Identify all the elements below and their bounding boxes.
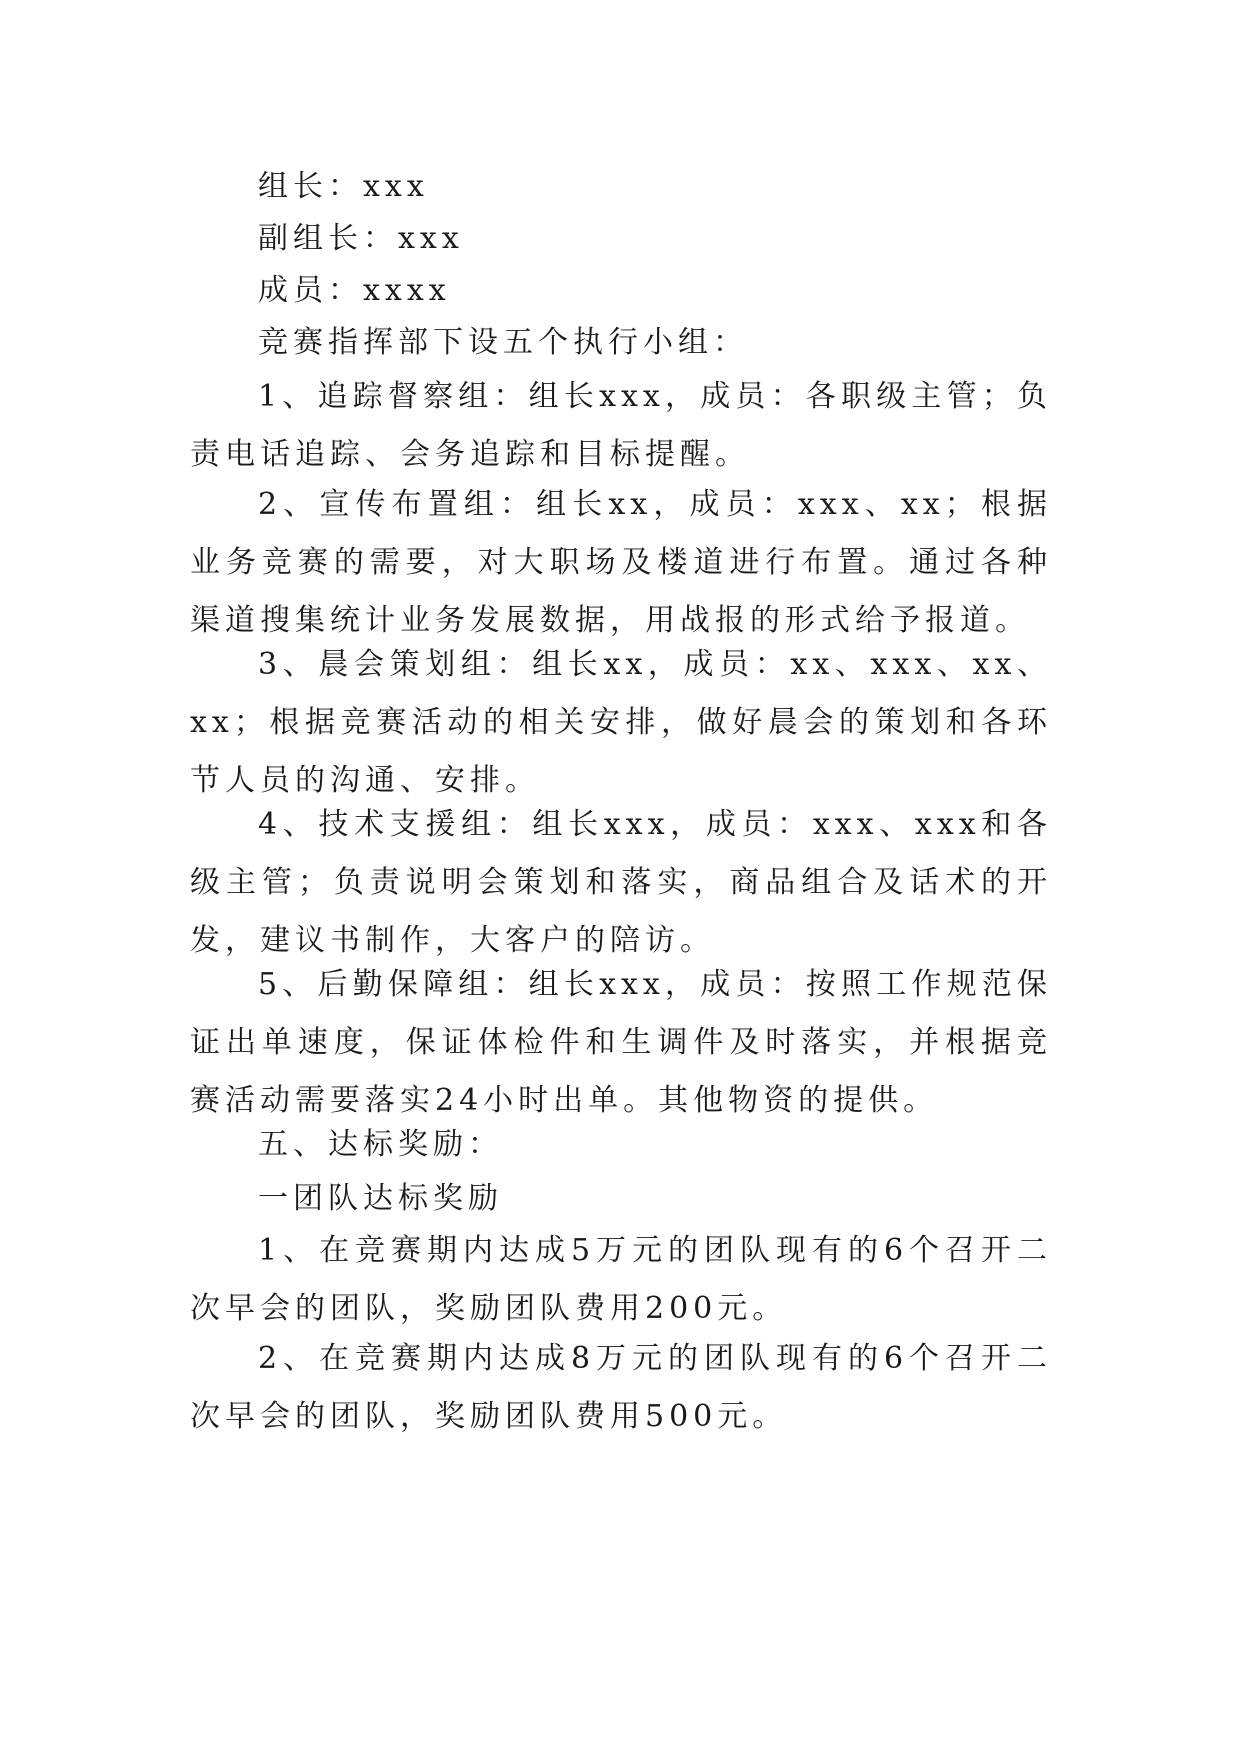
paragraph-group-1: 1、追踪督察组：组长xxx，成员：各职级主管；负责电话追踪、会务追踪和目标提醒。 [190, 379, 1052, 472]
paragraph-group-5: 5、后勤保障组：组长xxx，成员：按照工作规范保证出单速度，保证体检件和生调件及时落实，并根据竞赛活动需要落实24小时出单。其他物资的提供。 [190, 967, 1052, 1118]
paragraph-group-2: 2、宣传布置组：组长xx，成员：xxx、xx；根据业务竞赛的需要，对大职场及楼道进行布置。通过各种渠道搜集统计业务发展数据，用战报的形式给予报道。 [190, 487, 1052, 638]
paragraph-leader: 组长：xxx [258, 169, 429, 204]
paragraph-deputy-leader: 副组长：xxx [258, 221, 464, 256]
section-heading-rewards: 五、达标奖励： [258, 1127, 503, 1162]
paragraph-members: 成员：xxxx [258, 273, 451, 308]
paragraph-group-4: 4、技术支援组：组长xxx，成员：xxx、xxx和各级主管；负责说明会策划和落实，商品组合及话术的开发，建议书制作，大客户的陪访。 [190, 807, 1052, 958]
paragraph-group-3: 3、晨会策划组：组长xx，成员：xx、xxx、xx、xx；根据竞赛活动的相关安排，做好晨会的策划和各环节人员的沟通、安排。 [190, 647, 1052, 798]
paragraph-reward-2: 2、在竞赛期内达成8万元的团队现有的6个召开二次早会的团队，奖励团队费用500元。 [190, 1341, 1052, 1434]
paragraph-groups-intro: 竞赛指挥部下设五个执行小组： [258, 325, 748, 360]
paragraph-reward-1: 1、在竞赛期内达成5万元的团队现有的6个召开二次早会的团队，奖励团队费用200元。 [190, 1233, 1052, 1326]
subheading-team-rewards: 一团队达标奖励 [258, 1181, 503, 1216]
